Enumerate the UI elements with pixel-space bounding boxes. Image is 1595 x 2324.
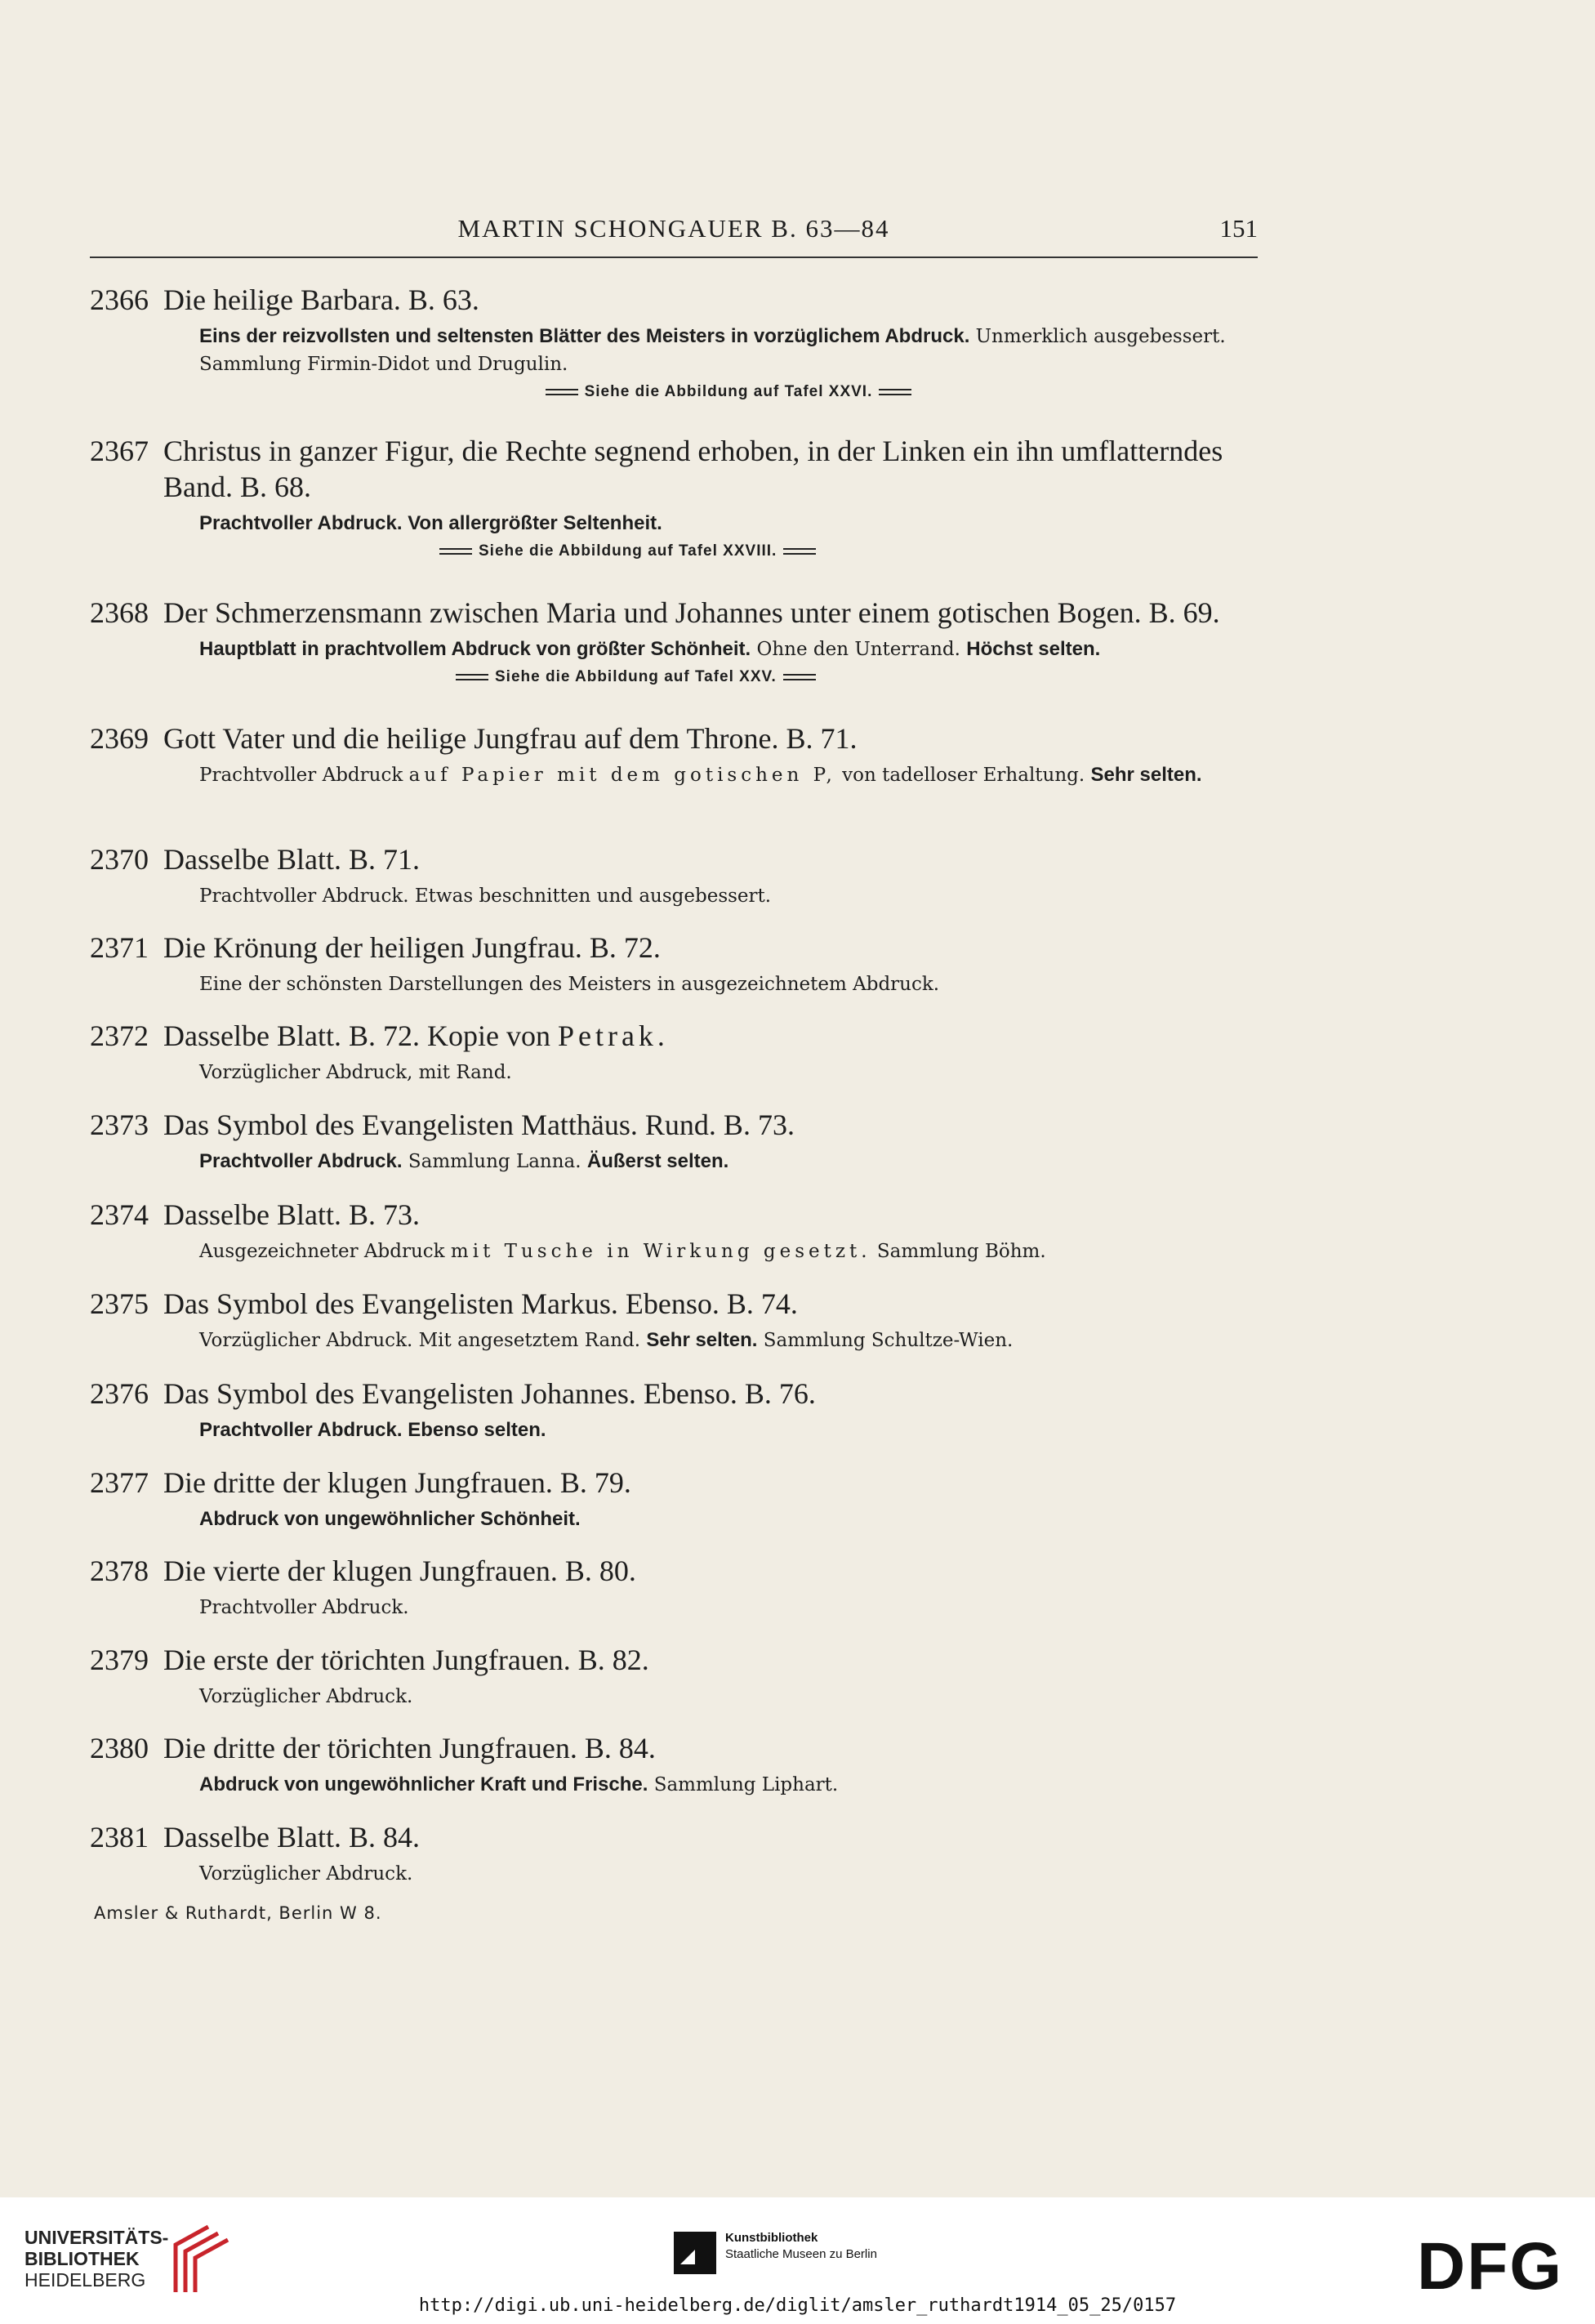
entry-note — [199, 1505, 1258, 1533]
entry-heading — [90, 433, 1258, 505]
entry-note — [199, 970, 1258, 998]
kb-line-2: Staatliche Museen zu Berlin — [725, 2247, 877, 2261]
catalogue-entry-2370 — [90, 841, 1258, 910]
note-text: Sammlung Lanna. — [408, 1151, 581, 1172]
entry-heading — [90, 1107, 1258, 1143]
catalogue-entry-2373 — [90, 1107, 1258, 1175]
note-text: Ausgezeichneter Abdruck — [199, 1241, 445, 1262]
plate-text: Siehe die Abbildung auf Tafel XXVI. — [584, 383, 873, 400]
entry-title: Der Schmerzensmann zwischen Maria und Johannes unter einem gotischen Bogen. B. 69. — [163, 596, 1220, 629]
entry-title: Dasselbe Blatt. B. 84. — [163, 1821, 420, 1853]
lot-number: 2374 — [90, 1198, 149, 1231]
lot-number: 2369 — [90, 722, 149, 755]
entry-heading — [90, 1018, 1258, 1054]
entry-title: Die Krönung der heiligen Jungfrau. B. 72. — [163, 931, 661, 964]
note-emphasis-2: Äußerst selten. — [586, 1150, 729, 1172]
lot-number: 2370 — [90, 843, 149, 876]
entry-note — [199, 1683, 1258, 1711]
entry-heading — [90, 282, 1258, 318]
catalogue-entry-2366 — [90, 282, 1258, 401]
digitization-footer — [0, 2197, 1595, 2324]
entry-title: Die heilige Barbara. B. 63. — [163, 283, 479, 316]
lot-number: 2373 — [90, 1108, 149, 1141]
lot-number: 2379 — [90, 1644, 149, 1676]
entry-note — [199, 1327, 1258, 1354]
library-line-2: BIBLIOTHEK — [25, 2248, 140, 2269]
catalogue-entry-2376 — [90, 1376, 1258, 1444]
note-spaced-text: auf Papier mit dem gotischen P, — [408, 765, 836, 786]
entry-heading — [90, 595, 1258, 631]
note-emphasis: Sehr selten. — [1090, 764, 1202, 786]
catalogue-entry-2372 — [90, 1018, 1258, 1086]
note-text: Sammlung Liphart. — [653, 1774, 839, 1795]
printer-imprint: Amsler & Ruthardt, Berlin W 8. — [94, 1903, 382, 1923]
note-emphasis-2: Höchst selten. — [966, 638, 1101, 660]
entry-note — [199, 1416, 1258, 1444]
lot-number: 2377 — [90, 1466, 149, 1499]
dfg-logo: DFG — [1417, 2229, 1564, 2304]
entry-title: Das Symbol des Evangelisten Markus. Ebenso. B. 74. — [163, 1287, 798, 1320]
entry-heading — [90, 1376, 1258, 1412]
entry-title: Gott Vater und die heilige Jungfrau auf dem Throne. B. 71. — [163, 722, 858, 755]
entry-heading — [90, 1286, 1258, 1322]
note-text: Ohne den Unterrand. — [756, 639, 960, 660]
entry-note — [199, 1148, 1258, 1175]
lot-number: 2378 — [90, 1555, 149, 1587]
running-head-title: MARTIN SCHONGAUER B. 63—84 — [457, 214, 890, 243]
plate-reference — [433, 542, 1258, 560]
entry-title: Die vierte der klugen Jungfrauen. B. 80. — [163, 1555, 636, 1587]
entry-heading — [90, 1730, 1258, 1766]
lot-number: 2372 — [90, 1019, 149, 1052]
entry-note — [199, 636, 1258, 663]
plate-text: Siehe die Abbildung auf Tafel XXVIII. — [479, 542, 777, 560]
note-text: Prachtvoller Abdruck — [199, 765, 403, 786]
permalink-url[interactable]: http://digi.ub.uni-heidelberg.de/diglit/amsler_ruthardt1914_05_25/0157 — [418, 2295, 1177, 2316]
lot-number: 2366 — [90, 283, 149, 316]
running-head — [90, 214, 1258, 263]
entry-heading — [90, 1553, 1258, 1589]
entry-note — [199, 882, 1258, 910]
note-text: Unmerklich ausgebessert. Sammlung Firmin-Didot und Drugulin. — [199, 326, 1226, 375]
note-emphasis: Abdruck von ungewöhnlicher Schönheit. — [199, 1508, 581, 1530]
plate-text: Siehe die Abbildung auf Tafel XXV. — [495, 668, 777, 685]
lot-number: 2371 — [90, 931, 149, 964]
note-emphasis: Abdruck von ungewöhnlicher Kraft und Frische. — [199, 1773, 648, 1795]
entry-title: Die dritte der klugen Jungfrauen. B. 79. — [163, 1466, 631, 1499]
kunstbibliothek-logo-icon — [674, 2232, 716, 2274]
note-text: Vorzüglicher Abdruck. — [199, 1863, 413, 1885]
catalogue-entry-2381 — [90, 1819, 1258, 1888]
catalogue-entry-2379 — [90, 1642, 1258, 1711]
entry-title: Die erste der törichten Jungfrauen. B. 82. — [163, 1644, 649, 1676]
catalogue-entry-2378 — [90, 1553, 1258, 1621]
entry-note — [199, 1594, 1258, 1621]
entry-heading — [90, 1819, 1258, 1855]
note-emphasis: Prachtvoller Abdruck. — [199, 1150, 403, 1172]
kb-line-1: Kunstbibliothek — [725, 2231, 818, 2245]
entry-note — [199, 510, 1258, 538]
note-emphasis: Prachtvoller Abdruck. Ebenso selten. — [199, 1419, 546, 1441]
note-text: Vorzüglicher Abdruck. — [199, 1686, 413, 1707]
note-emphasis: Eins der reizvollsten und seltensten Blätter des Meisters in vorzüglichem Abdruck. — [199, 325, 970, 347]
note-text: Eine der schönsten Darstellungen des Meisters in ausgezeichnetem Abdruck. — [199, 974, 940, 995]
entry-heading — [90, 1197, 1258, 1233]
catalogue-entry-2367 — [90, 433, 1258, 560]
catalogue-entry-2368 — [90, 595, 1258, 686]
catalogue-entry-2375 — [90, 1286, 1258, 1354]
lot-number: 2381 — [90, 1821, 149, 1853]
library-line-1: UNIVERSITÄTS- — [25, 2227, 169, 2248]
entry-note — [199, 1860, 1258, 1888]
entry-note — [199, 1771, 1258, 1799]
note-text: Vorzüglicher Abdruck. Mit angesetztem Rand. — [199, 1330, 641, 1351]
page-number: 151 — [1219, 214, 1258, 243]
university-library-logo-icon — [159, 2220, 233, 2294]
library-line-3: HEIDELBERG — [25, 2269, 146, 2291]
entry-title-spaced: Petrak. — [557, 1019, 669, 1052]
entry-heading — [90, 720, 1258, 756]
lot-number: 2375 — [90, 1287, 149, 1320]
lot-number: 2368 — [90, 596, 149, 629]
catalogue-entry-2371 — [90, 930, 1258, 998]
entry-title: Dasselbe Blatt. B. 72. Kopie von — [163, 1019, 550, 1052]
note-text: Vorzüglicher Abdruck, mit Rand. — [199, 1062, 512, 1083]
note-text: Prachtvoller Abdruck. — [199, 1597, 409, 1618]
entry-heading — [90, 1642, 1258, 1678]
university-library-name — [25, 2227, 168, 2291]
catalogue-entry-2380 — [90, 1730, 1258, 1799]
lot-number: 2376 — [90, 1377, 149, 1410]
header-rule — [90, 256, 1258, 258]
note-text-2: Sammlung Böhm. — [876, 1241, 1046, 1262]
entry-heading — [90, 930, 1258, 966]
entry-note — [199, 323, 1258, 378]
kunstbibliothek-name — [725, 2230, 877, 2263]
entry-note — [199, 1059, 1258, 1086]
lot-number: 2367 — [90, 435, 149, 467]
catalogue-entry-2377 — [90, 1465, 1258, 1533]
plate-reference — [449, 668, 1258, 686]
entry-title: Die dritte der törichten Jungfrauen. B. 84. — [163, 1732, 656, 1764]
note-spaced-text: mit Tusche in Wirkung gesetzt. — [450, 1241, 871, 1262]
lot-number: 2380 — [90, 1732, 149, 1764]
note-emphasis: Hauptblatt in prachtvollem Abdruck von größter Schönheit. — [199, 638, 751, 660]
entry-heading — [90, 1465, 1258, 1501]
catalogue-entry-2374 — [90, 1197, 1258, 1265]
catalogue-entry-2369 — [90, 720, 1258, 789]
note-text-2: von tadelloser Erhaltung. — [842, 765, 1085, 786]
note-text-2: Sammlung Schultze-Wien. — [763, 1330, 1014, 1351]
entry-note — [199, 761, 1258, 789]
entry-title: Christus in ganzer Figur, die Rechte segnend erhoben, in der Linken ein ihn umflatterndes Band. B. 68. — [163, 435, 1223, 503]
note-emphasis: Sehr selten. — [646, 1329, 758, 1351]
entry-title: Das Symbol des Evangelisten Matthäus. Rund. B. 73. — [163, 1108, 795, 1141]
entry-note — [199, 1238, 1258, 1265]
note-text: Prachtvoller Abdruck. Etwas beschnitten und ausgebessert. — [199, 885, 772, 907]
entry-title: Das Symbol des Evangelisten Johannes. Ebenso. B. 76. — [163, 1377, 816, 1410]
entry-title: Dasselbe Blatt. B. 71. — [163, 843, 420, 876]
note-emphasis: Prachtvoller Abdruck. Von allergrößter Seltenheit. — [199, 512, 662, 534]
entry-heading — [90, 841, 1258, 877]
entry-title: Dasselbe Blatt. B. 73. — [163, 1198, 420, 1231]
plate-reference — [199, 383, 1258, 401]
